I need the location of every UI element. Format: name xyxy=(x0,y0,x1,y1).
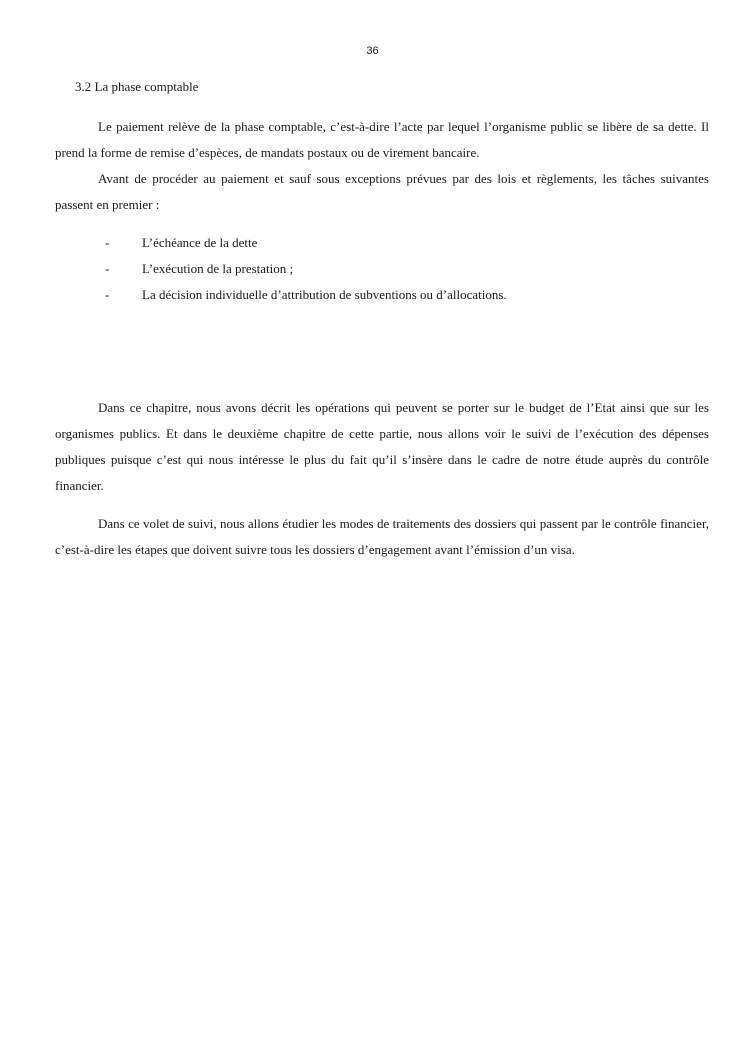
paragraph-chapter-summary-text: Dans ce chapitre, nous avons décrit les opérations qui peuvent se porter sur le budget de l’Etat ainsi que sur les organismes publics. Et dans le deuxième chapitre de cette partie, nous allons voir le suivi de l’exécution des dépenses publiques puisque c’est qui nous intéresse le plus du fait qu’il s’insère dans le cadre de notre étude auprès du contrôle financier. xyxy=(55,400,709,493)
paragraph-payment xyxy=(55,114,709,166)
paragraph-before-payment-text: Avant de procéder au paiement et sauf sous exceptions prévues par des lois et règlements, les tâches suivantes passent en premier : xyxy=(55,171,709,212)
list-item-text: L’exécution de la prestation ; xyxy=(142,261,294,276)
paragraph-before-payment xyxy=(55,166,709,218)
list-item-text: La décision individuelle d’attribution de subventions ou d’allocations. xyxy=(142,287,507,302)
paragraph-chapter-summary xyxy=(55,395,709,499)
list-item xyxy=(0,282,745,308)
bullet-dash: - xyxy=(105,235,110,250)
bullet-dash: - xyxy=(105,287,110,302)
section-heading: 3.2 La phase comptable xyxy=(75,79,199,94)
task-list xyxy=(0,230,745,308)
paragraph-payment-text: Le paiement relève de la phase comptable, c’est-à-dire l’acte par lequel l’organisme public se libère de sa dette. Il prend la forme de remise d’espèces, de mandats postaux ou de virement bancaire. xyxy=(55,119,709,160)
list-item-text: L’échéance de la dette xyxy=(142,235,258,250)
list-item xyxy=(0,256,745,282)
bullet-dash: - xyxy=(105,261,110,276)
page-number: 36 xyxy=(366,45,379,57)
list-item xyxy=(0,230,745,256)
paragraph-follow-up-text: Dans ce volet de suivi, nous allons étudier les modes de traitements des dossiers qui passent par le contrôle financier, c’est-à-dire les étapes que doivent suivre tous les dossiers d’engagement avant l’émission d’un visa. xyxy=(55,516,709,557)
paragraph-follow-up xyxy=(55,511,709,563)
